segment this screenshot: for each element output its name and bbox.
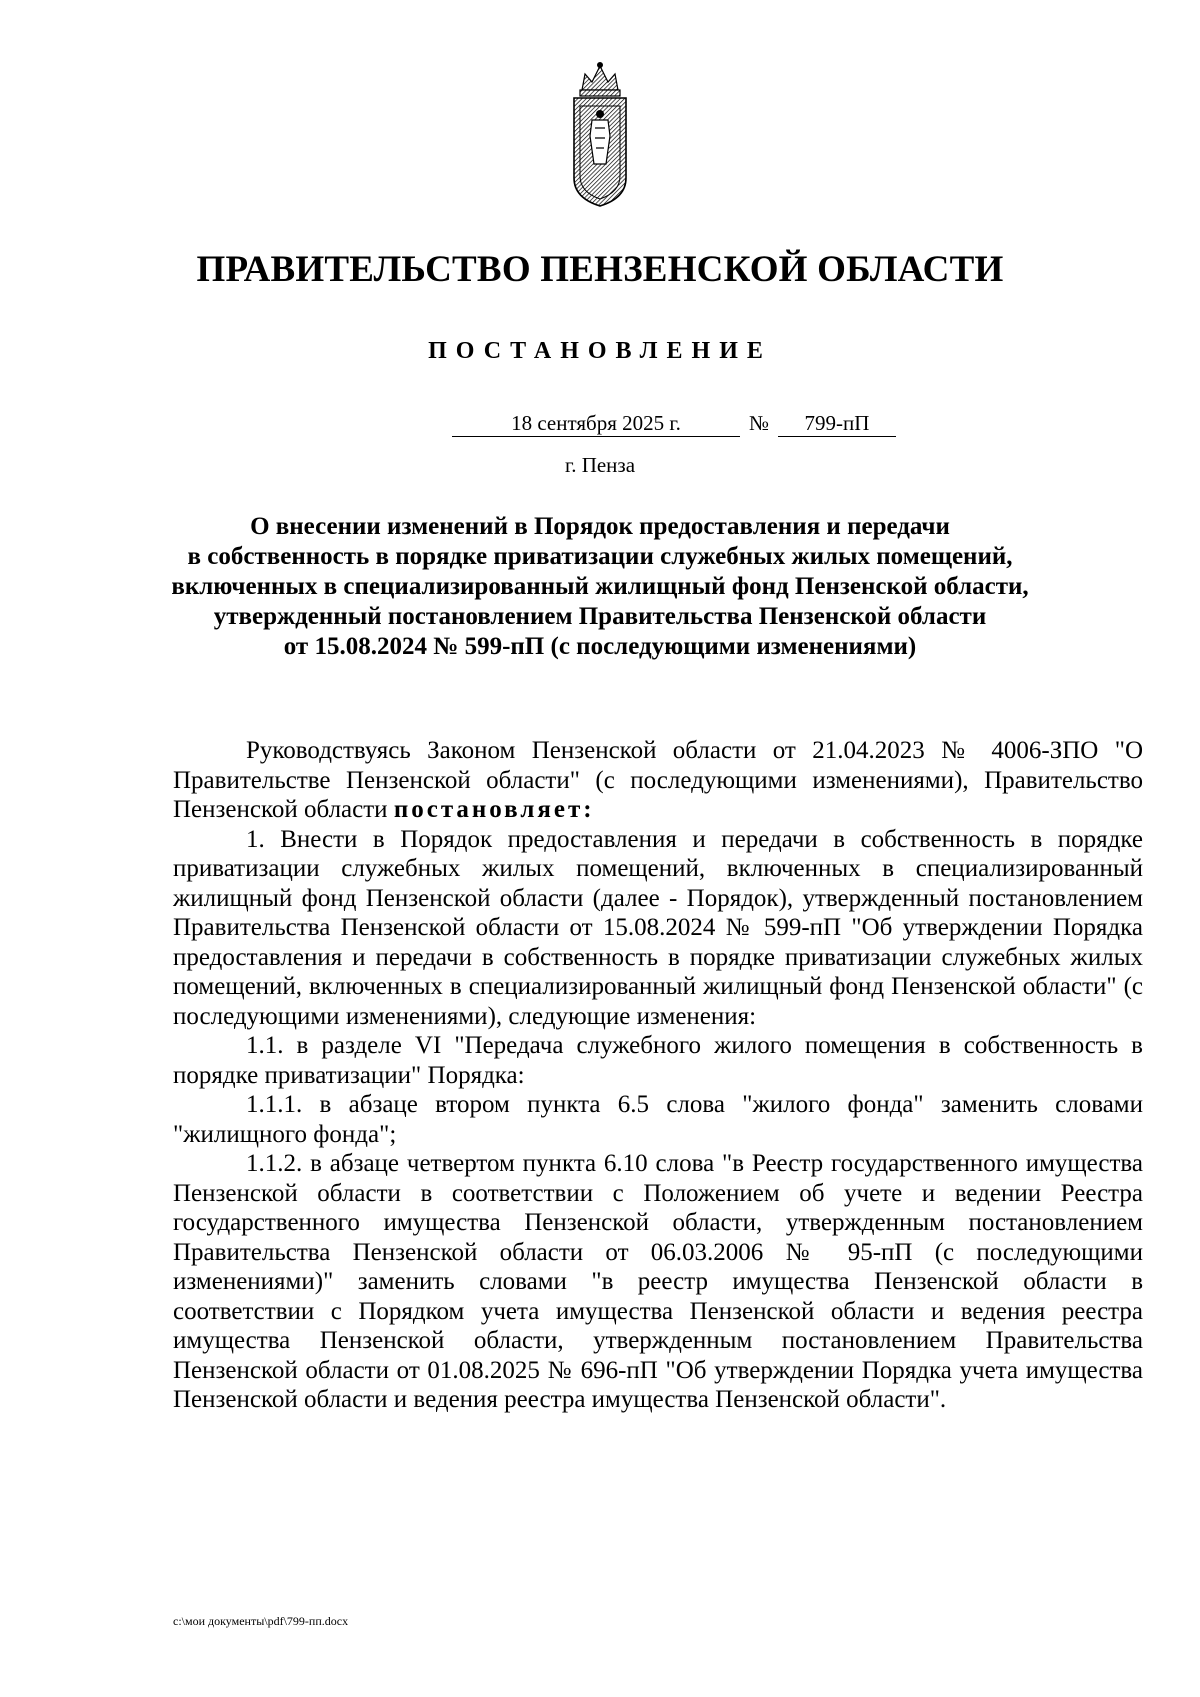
paragraph-1-1-2: 1.1.2. в абзаце четвертом пункта 6.10 слова "в Реестр государственного имущества Пензенской области в соответствии с Положением об учете и ведении Реестра государственного имущества Пензенской области, утвержденным постановлением Правительства Пензенской области от 06.03.2006 № 95-пП (с последующими изменениями)" заменить словами "в реестр имущества Пензенской области в соответствии с Порядком учета имущества Пензенской области и ведения реестра имущества Пензенской области, утвержденным постановлением Правительства Пензенской области от 01.08.2025 № 696-пП "Об утверждении Порядка учета имущества Пензенской области и ведения реестра имущества Пензенской области". — [173, 1150, 1143, 1413]
subject-line: утвержденный постановлением Правительства Пензенской области — [213, 603, 987, 630]
decree-word: постановляет: — [393, 796, 595, 823]
document-date: 18 сентября 2025 г. — [452, 410, 740, 437]
coat-of-arms-graphic — [565, 60, 635, 210]
subject-line: О внесении изменений в Порядок предоставления и передачи — [250, 513, 950, 540]
subject-line: в собственность в порядке приватизации служебных жилых помещений, — [187, 543, 1013, 570]
number-sign: № — [748, 411, 770, 435]
subject-line: включенных в специализированный жилищный фонд Пензенской области, — [171, 573, 1029, 600]
document-type: ПОСТАНОВЛЕНИЕ — [428, 338, 772, 364]
intro-text: Руководствуясь Законом Пензенской области от 21.04.2023 № 4006-ЗПО "О Правительстве Пензенской области" (с последующими изменениями), Правительство Пензенской области — [173, 737, 1143, 823]
subject-line: от 15.08.2024 № 599-пП (с последующими изменениями) — [283, 633, 917, 660]
coat-of-arms-icon — [565, 60, 635, 210]
document-number: 799-пП — [778, 410, 896, 437]
document-subject — [120, 512, 1080, 662]
intro-paragraph — [173, 736, 1143, 825]
paragraph-1-1: 1.1. в разделе VI "Передача служебного жилого помещения в собственность в порядке приватизации" Порядка: — [173, 1032, 1143, 1089]
paragraph-1-1-1: 1.1.1. в абзаце втором пункта 6.5 слова "жилого фонда" заменить словами "жилищного фонда"; — [173, 1091, 1143, 1148]
document-city: г. Пенза — [564, 453, 636, 477]
paragraph-1: 1. Внести в Порядок предоставления и передачи в собственность в порядке приватизации служебных жилых помещений, включенных в специализированный жилищный фонд Пензенской области (далее - Порядок), утвержденный постановлением Правительства Пензенской области от 15.08.2024 № 599-пП "Об утверждении Порядка предоставления и передачи в собственность в порядке приватизации служебных жилых помещений, включенных в специализированный жилищный фонд Пензенской области" (с последующими изменениями), следующие изменения: — [173, 825, 1143, 1030]
document-body — [173, 736, 1143, 1415]
organization-title: ПРАВИТЕЛЬСТВО ПЕНЗЕНСКОЙ ОБЛАСТИ — [196, 249, 1004, 290]
footer-file-path: c:\мои документы\pdf\799-пп.docx — [173, 1614, 349, 1628]
